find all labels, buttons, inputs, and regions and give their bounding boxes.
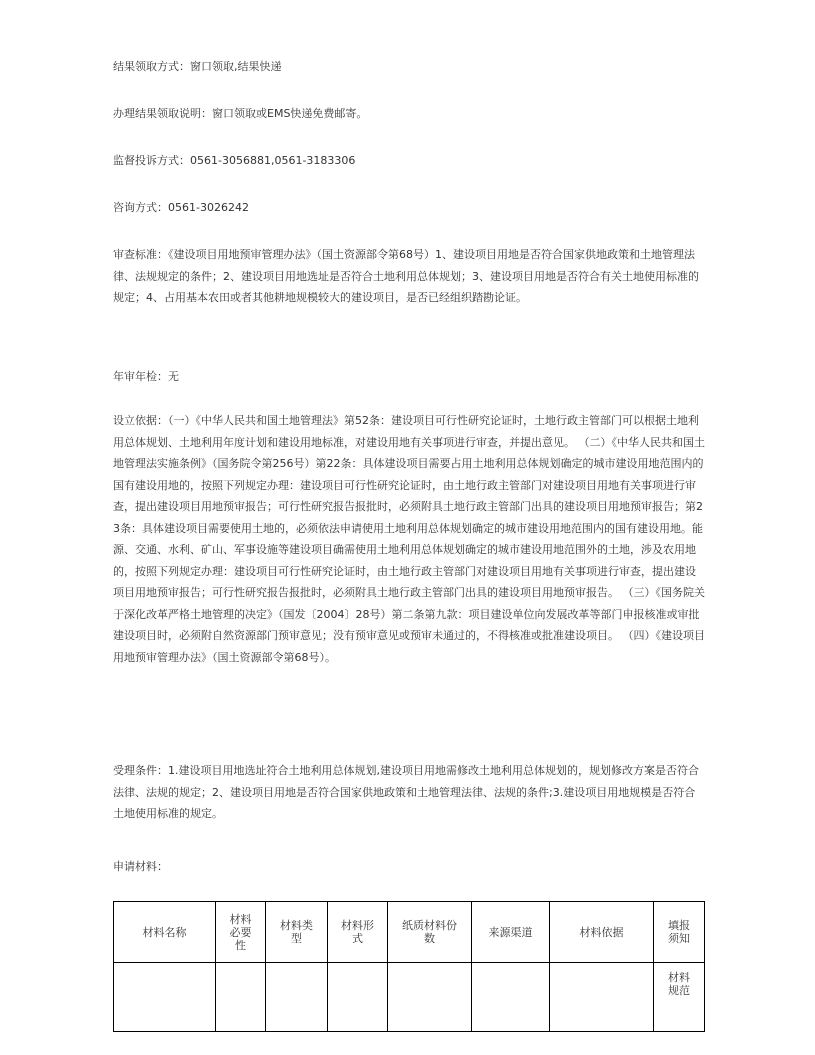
consult-text: 咨询方式：0561-3026242 bbox=[113, 201, 249, 214]
complaint-text: 监督投诉方式：0561-3056881,0561-3183306 bbox=[113, 154, 356, 167]
cell-material-type bbox=[266, 963, 328, 1032]
header-paper-copies: 纸质材料份数 bbox=[388, 902, 472, 963]
table-header-row bbox=[114, 902, 705, 963]
header-material-type: 材料类型 bbox=[266, 902, 328, 963]
header-source-channel: 来源渠道 bbox=[472, 902, 550, 963]
table-row bbox=[114, 963, 705, 1032]
cell-material-name bbox=[114, 963, 216, 1032]
annual-inspection-text: 年审年检：无 bbox=[113, 370, 179, 383]
acceptance-conditions-text: 受理条件：1.建设项目用地选址符合土地利用总体规划,建设项目用地需修改土地利用总体规划的，规划修改方案是否符合法律、法规的规定；2、建设项目用地是否符合国家供地政策和土地管理法律、法规的条件;3.建设项目用地规模是否符合土地使用标准的规定。 bbox=[113, 764, 699, 820]
cell-material-necessity bbox=[216, 963, 266, 1032]
result-note-text: 办理结果领取说明：窗口领取或EMS快递免费邮寄。 bbox=[113, 107, 368, 120]
header-material-basis: 材料依据 bbox=[550, 902, 654, 963]
cell-material-form bbox=[328, 963, 388, 1032]
result-method-text: 结果领取方式：窗口领取,结果快递 bbox=[113, 60, 282, 73]
header-material-necessity: 材料必要性 bbox=[216, 902, 266, 963]
cell-fill-notes: 材料规范 bbox=[654, 963, 705, 1032]
cell-material-basis bbox=[550, 963, 654, 1032]
cell-paper-copies bbox=[388, 963, 472, 1032]
header-material-form: 材料形式 bbox=[328, 902, 388, 963]
review-standard-text: 审查标准：《建设项目用地预审管理办法》（国土资源部令第68号）1、建设项目用地是否符合国家供地政策和土地管理法律、法规规定的条件；2、建设项目用地选址是否符合土地利用总体规划；3、建设项目用地是否符合有关土地使用标准的规定；4、占用基本农田或者其他耕地规模较大的建设项目，是否已经组织踏勘论证。 bbox=[113, 248, 699, 304]
header-material-name: 材料名称 bbox=[114, 902, 216, 963]
cell-source-channel bbox=[472, 963, 550, 1032]
materials-label: 申请材料： bbox=[113, 860, 168, 873]
legal-basis-text: 设立依据：（一）《中华人民共和国土地管理法》第52条：建设项目可行性研究论证时，土地行政主管部门可以根据土地利用总体规划、土地利用年度计划和建设用地标准，对建设用地有关事项进行审查，并提出意见。 （二）《中华人民共和国土地管理法实施条例》（国务院令第256号）第22条：具体建设项目需要占用土地利用总体规划确定的城市建设用地范围内的国有建设用地的，按照下列规定办理：建设项目可行性研究论证时，由土地行政主管部门对建设项目用地有关事项进行审查，提出建设项目用地预审报告；可行性研究报告报批时，必须附具土地行政主管部门出具的建设项目用地预审报告；第23条：具体建设项目需要使用土地的，必须依法申请使用土地利用总体规划确定的城市建设用地范围内的国有建设用地。能源、交通、水利、矿山、军事设施等建设项目确需使用土地利用总体规划确定的城市建设用地范围外的土地，涉及农用地的，按照下列规定办理：建设项目可行性研究论证时，由土地行政主管部门对建设项目用地有关事项进行审查，提出建设项目用地预审报告；可行性研究报告报批时，必须附具土地行政主管部门出具的建设项目用地预审报告。 （三）《国务院关于深化改革严格土地管理的决定》（国发〔2004〕28号）第二条第九款：项目建设单位向发展改革等部门申报核准或审批建设项目时，必须附自然资源部门预审意见；没有预审意见或预审未通过的，不得核准或批准建设项目。 （四）《建设项目用地预审管理办法》（国土资源部令第68号）。 bbox=[113, 414, 705, 664]
materials-table bbox=[113, 901, 705, 1032]
header-fill-notes: 填报须知 bbox=[654, 902, 705, 963]
